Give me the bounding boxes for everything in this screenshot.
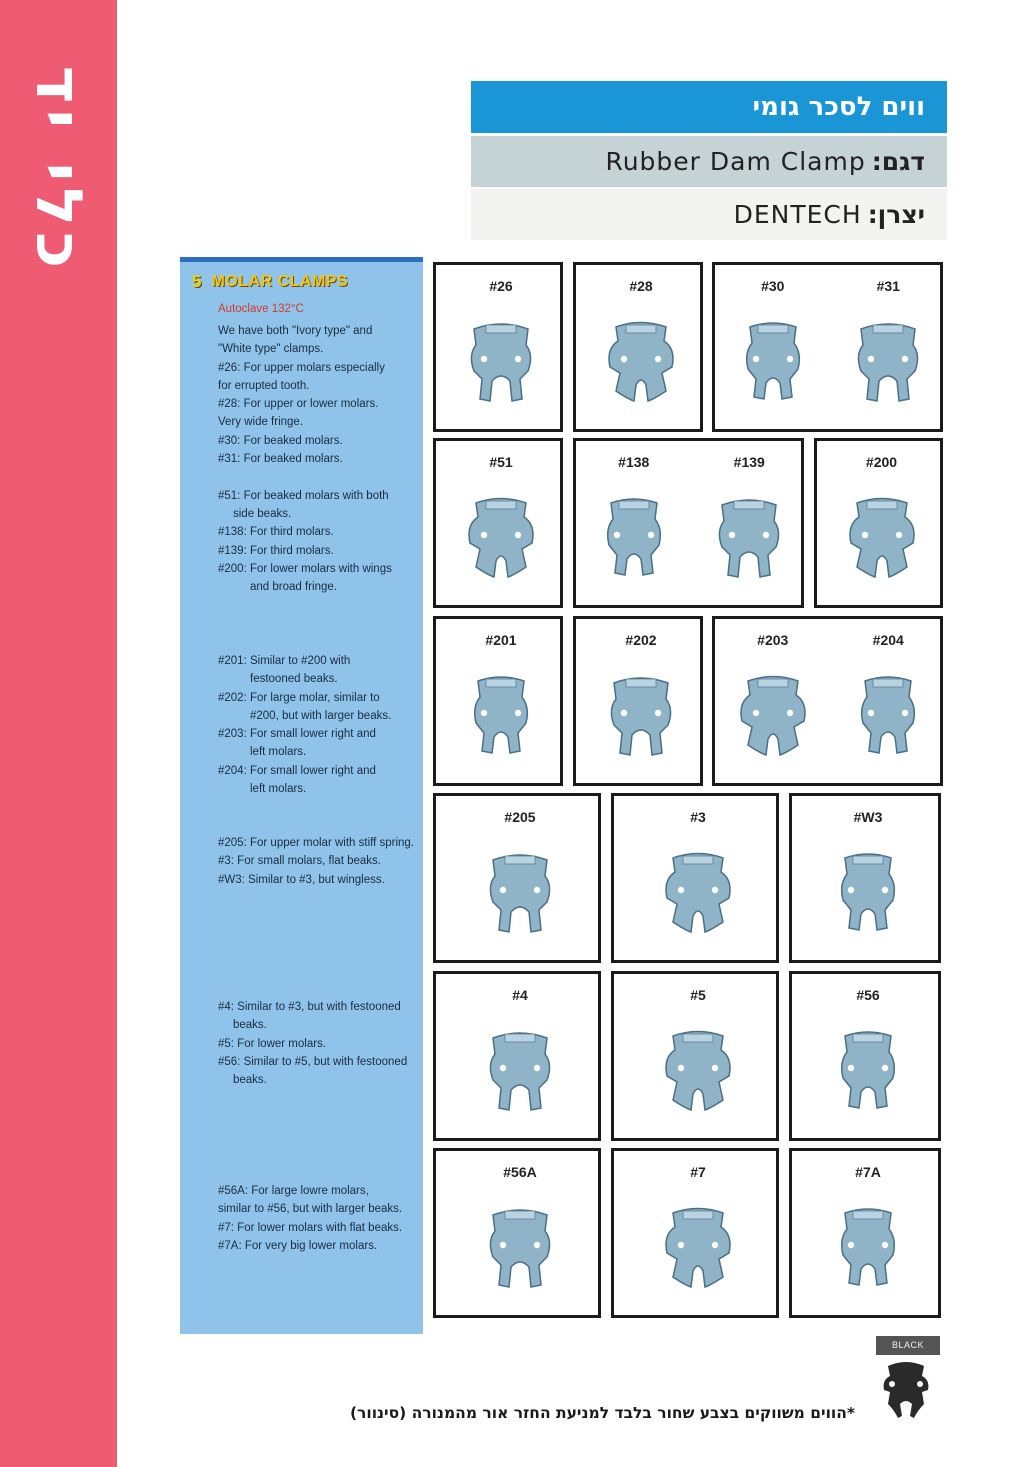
description-group	[218, 322, 423, 596]
clamp-label: #7	[690, 1164, 706, 1180]
model-row	[471, 136, 947, 187]
black-note: *הווים משווקים בצבע שחור בלבד למניעת החזר אור מהמנורה (סינוור)	[349, 1404, 855, 1422]
catalog-description-panel	[180, 257, 423, 1334]
clamp-label: #5	[690, 987, 706, 1003]
clamp-label: #31	[876, 278, 900, 294]
clamp-label: #W3	[853, 809, 883, 825]
clamp-label: #205	[504, 809, 536, 825]
side-band	[0, 0, 117, 1467]
clamp-label: #3	[690, 809, 706, 825]
clamp-label: #28	[629, 278, 653, 294]
clamp-photo-box	[433, 438, 563, 608]
clamp-photo-box	[573, 262, 703, 432]
description-line: #56: Similar to #5, but with festooned	[218, 1055, 408, 1068]
clamp-photo-box	[433, 616, 563, 786]
maker-label: יצרן:	[867, 200, 925, 229]
clamp-label: #139	[733, 454, 765, 470]
clamp-photo-box	[814, 438, 943, 608]
clamp-icon	[736, 319, 810, 405]
description-line: and broad fringe.	[250, 581, 337, 594]
description-line: side beaks.	[233, 507, 292, 520]
description-line: #51: For beaked molars with both	[218, 489, 389, 502]
description-line: beaks.	[233, 1074, 267, 1087]
description-line: beaks.	[233, 1019, 267, 1032]
description-line: #5: For lower molars.	[218, 1037, 327, 1050]
description-line: #139: For third molars.	[218, 544, 334, 557]
description-line: #138: For third molars.	[218, 526, 334, 539]
description-line: #203: For small lower right and	[218, 728, 376, 741]
description-line: Very wide fringe.	[218, 416, 304, 429]
clamp-icon	[831, 850, 905, 936]
clamp-photo-box	[789, 1148, 941, 1318]
clamp-icon	[661, 1028, 735, 1114]
clamp-icon	[712, 495, 786, 581]
model-value: Rubber Dam Clamp	[605, 147, 866, 176]
description-line: left molars.	[250, 783, 307, 796]
description-line: #W3: Similar to #3, but wingless.	[218, 873, 385, 886]
description-line: #7: For lower molars with flat beaks.	[218, 1221, 403, 1234]
clamp-icon	[483, 850, 557, 936]
clamp-photo-box	[433, 262, 563, 432]
clamp-icon	[661, 1205, 735, 1291]
description-line: #205: For upper molar with stiff spring.	[218, 837, 415, 849]
description-line: #200, but with larger beaks.	[250, 709, 392, 722]
clamp-label: #138	[618, 454, 650, 470]
clamp-icon	[483, 1028, 557, 1114]
section-title: MOLAR CLAMPS	[211, 273, 349, 290]
clamp-photo-box	[789, 971, 941, 1141]
description-line: #31: For beaked molars.	[218, 453, 343, 466]
clamp-icon	[464, 495, 538, 581]
clamp-icon	[604, 319, 678, 405]
model-label: דגם:	[871, 147, 925, 176]
clamp-label: #202	[625, 632, 657, 648]
clamp-label: #30	[761, 278, 785, 294]
clamp-icon	[736, 673, 810, 759]
maker-row	[471, 189, 947, 240]
clamp-icon	[464, 319, 538, 405]
clamp-icon	[845, 495, 919, 581]
description-line: #200: For lower molars with wings	[218, 562, 392, 575]
description-line: festooned beaks.	[250, 673, 338, 686]
clamp-label: #56	[856, 987, 880, 1003]
clamp-photo-box	[712, 262, 943, 432]
clamp-icon	[831, 1205, 905, 1291]
autoclave-note: Autoclave 132°C	[218, 303, 304, 315]
description-line: left molars.	[250, 746, 307, 759]
clamp-photo-box	[789, 793, 941, 963]
clamp-label: #203	[757, 632, 789, 648]
description-line: similar to #56, but with larger beaks.	[218, 1203, 403, 1216]
clamp-photo-box	[611, 793, 779, 963]
clamp-icon	[483, 1205, 557, 1291]
section-number: 5	[192, 272, 202, 291]
clamp-icon	[464, 673, 538, 759]
description-group	[218, 998, 423, 1089]
description-line: #201: Similar to #200 with	[218, 655, 351, 667]
clamp-label: #200	[865, 454, 898, 470]
clamp-photo-box	[611, 971, 779, 1141]
clamp-icon	[604, 673, 678, 759]
side-title: כלי יד	[21, 65, 95, 275]
clamp-label: #56A	[503, 1164, 537, 1180]
description-line: #28: For upper or lower molars.	[218, 398, 379, 411]
description-line: #3: For small molars, flat beaks.	[218, 855, 381, 868]
clamp-icon	[597, 495, 671, 581]
product-title	[471, 81, 947, 133]
clamp-photo-box	[433, 793, 601, 963]
black-clamp-icon	[878, 1360, 934, 1422]
clamp-photo-box	[573, 438, 804, 608]
section-heading	[192, 272, 348, 292]
clamp-icon	[831, 1028, 905, 1114]
description-line: #7A: For very big lower molars.	[218, 1239, 378, 1252]
clamp-label: #51	[489, 454, 513, 470]
clamp-photo-box	[433, 971, 601, 1141]
description-group	[218, 834, 423, 889]
description-line: #56A: For large lowre molars,	[218, 1185, 369, 1197]
clamp-photo-box	[573, 616, 703, 786]
black-badge: BLACK	[876, 1336, 940, 1355]
description-line: for errupted tooth.	[218, 379, 310, 392]
description-line: "White type" clamps.	[218, 343, 324, 356]
clamp-label: #201	[485, 632, 517, 648]
description-line: #26: For upper molars especially	[218, 361, 385, 374]
clamp-label: #26	[489, 278, 513, 294]
description-line: #204: For small lower right and	[218, 764, 376, 777]
clamp-label: #7A	[855, 1164, 881, 1180]
clamp-photo-box	[433, 1148, 601, 1318]
clamp-label: #4	[512, 987, 528, 1003]
clamp-icon	[661, 850, 735, 936]
description-line: #202: For large molar, similar to	[218, 691, 380, 704]
clamp-photo-box	[611, 1148, 779, 1318]
description-line: We have both "Ivory type" and	[218, 325, 373, 337]
clamp-label: #204	[872, 632, 904, 648]
maker-value: DENTECH	[733, 200, 862, 229]
description-line: #30: For beaked molars.	[218, 434, 343, 447]
clamp-icon	[851, 319, 925, 405]
description-group	[218, 1182, 423, 1255]
description-line: #4: Similar to #3, but with festooned	[218, 1001, 401, 1013]
product-title-text: ווים לסכר גומי	[752, 92, 925, 122]
clamp-photo-box	[712, 616, 943, 786]
clamp-icon	[851, 673, 925, 759]
description-line	[218, 468, 423, 486]
description-group	[218, 652, 423, 798]
